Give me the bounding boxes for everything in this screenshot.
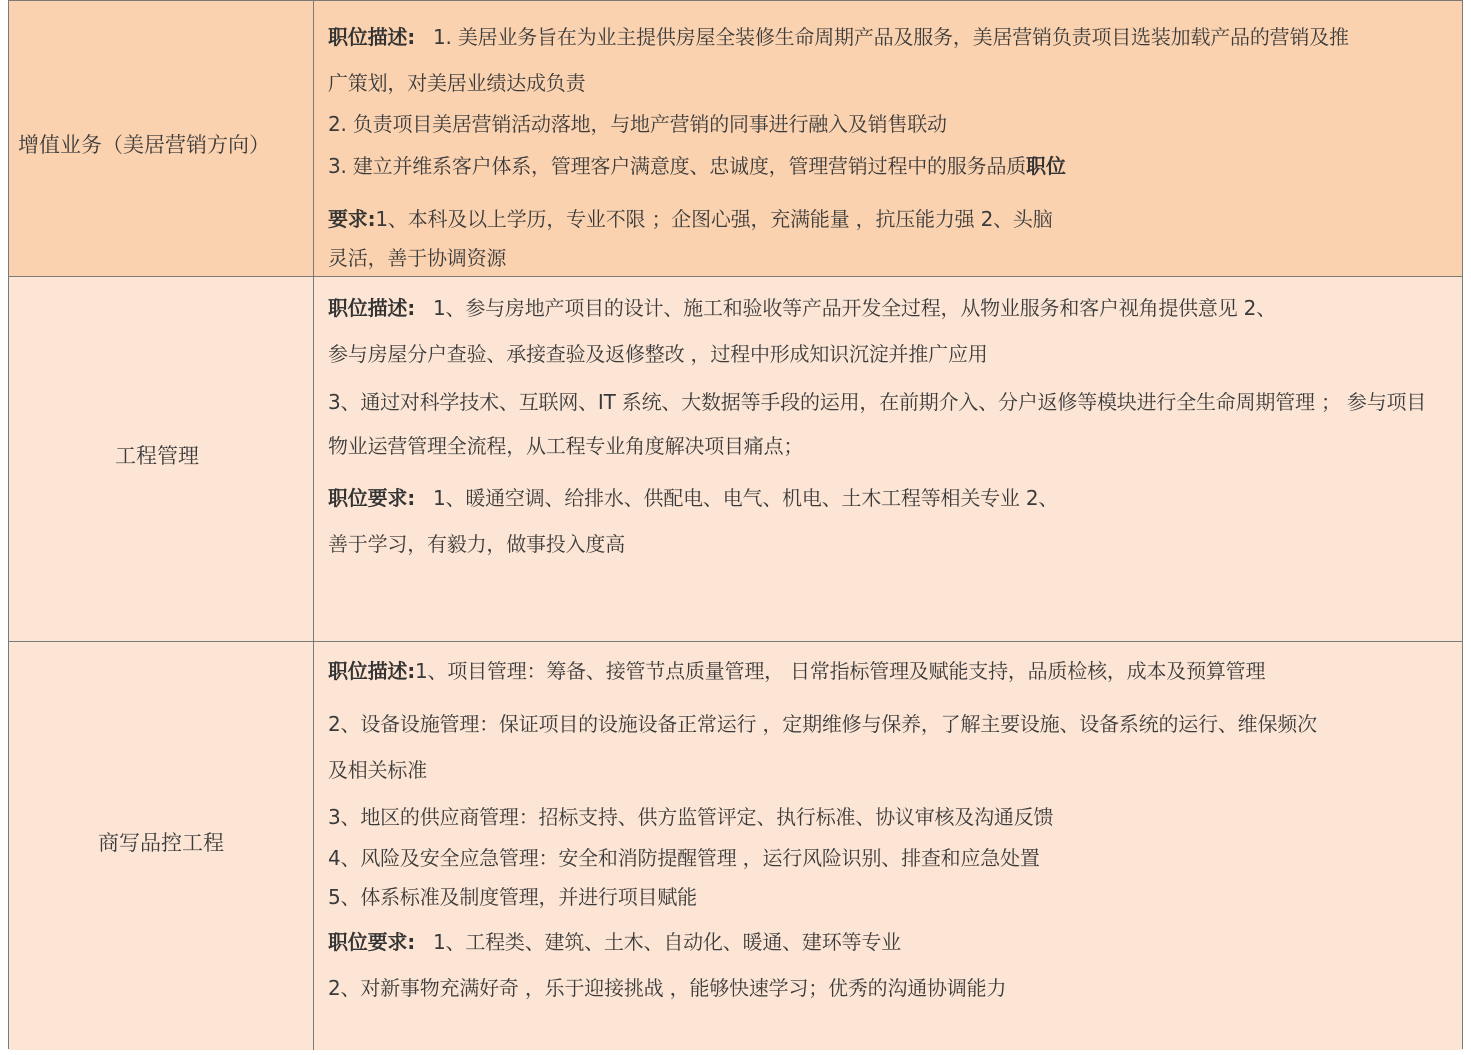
detail-line: 3、地区的供应商管理：招标支持、供方监管评定、执行标准、协议审核及沟通反馈 bbox=[328, 805, 1054, 829]
detail-line: 广策划，对美居业绩达成负责 bbox=[328, 71, 586, 95]
detail-line: 职位描述: 1. 美居业务旨在为业主提供房屋全装修生命周期产品及服务，美居营销负责项目选装加载产品的营销及推 bbox=[328, 25, 1349, 49]
section-label: 职位描述: bbox=[328, 659, 415, 683]
job-detail-cell bbox=[314, 642, 1462, 1050]
detail-line: 4、风险及安全应急管理：安全和消防提醒管理 ，运行风险识别、排查和应急处置 bbox=[328, 846, 1040, 870]
detail-line: 2、设备设施管理：保证项目的设施设备正常运行 ，定期维修与保养，了解主要设施、设备系统的运行、维保频次 bbox=[328, 712, 1317, 736]
detail-line: 职位要求: 1、工程类、建筑、土木、自动化、暖通、建环等专业 bbox=[328, 930, 901, 954]
detail-line: 职位描述: 1、参与房地产项目的设计、施工和验收等产品开发全过程，从物业服务和客户视角提供意见 2、 bbox=[328, 296, 1277, 320]
section-label: 职位要求: bbox=[328, 486, 415, 510]
detail-line: 职位要求: 1、暖通空调、给排水、供配电、电气、机电、土木工程等相关专业 2、 bbox=[328, 486, 1059, 510]
detail-line: 2. 负责项目美居营销活动落地，与地产营销的同事进行融入及销售联动 bbox=[328, 112, 947, 136]
table-row bbox=[9, 1, 1462, 276]
table-row bbox=[9, 641, 1462, 1050]
detail-line: 3. 建立并维系客户体系，管理客户满意度、忠诚度，管理营销过程中的服务品质职位 bbox=[328, 154, 1066, 178]
detail-line: 参与房屋分户查验、承接查验及返修整改 ，过程中形成知识沉淀并推广应用 bbox=[328, 342, 988, 366]
job-title: 工程管理 bbox=[115, 444, 199, 468]
section-label: 职位 bbox=[1026, 154, 1066, 178]
job-title-cell bbox=[9, 1, 314, 276]
detail-line: 及相关标准 bbox=[328, 758, 427, 782]
detail-line: 善于学习，有毅力，做事投入度高 bbox=[328, 532, 625, 556]
detail-line: 职位描述:1、项目管理：筹备、接管节点质量管理， 日常指标管理及赋能支持，品质检核，成本及预算管理 bbox=[328, 659, 1266, 683]
table-row bbox=[9, 276, 1462, 641]
detail-line: 灵活，善于协调资源 bbox=[328, 246, 507, 270]
job-title: 增值业务（美居营销方向） bbox=[18, 132, 270, 157]
job-detail-cell bbox=[314, 1, 1462, 276]
section-label: 职位描述: bbox=[328, 25, 415, 49]
detail-line: 物业运营管理全流程，从工程专业角度解决项目痛点； bbox=[328, 434, 804, 458]
job-table bbox=[8, 0, 1463, 1049]
detail-line: 要求:1、本科及以上学历，专业不限 ；企图心强，充满能量 ，抗压能力强 2、头脑 bbox=[328, 207, 1053, 231]
section-label: 要求: bbox=[328, 207, 376, 231]
section-label: 职位描述: bbox=[328, 296, 415, 320]
detail-line: 5、体系标准及制度管理，并进行项目赋能 bbox=[328, 885, 697, 909]
section-label: 职位要求: bbox=[328, 930, 415, 954]
detail-line: 3、通过对科学技术、互联网、IT 系统、大数据等手段的运用，在前期介入、分户返修等模块进行全生命周期管理 ； 参与项目 bbox=[328, 390, 1427, 414]
job-title: 商写品控工程 bbox=[98, 831, 224, 855]
job-title-cell bbox=[9, 642, 314, 1050]
detail-line: 2、对新事物充满好奇 ，乐于迎接挑战 ，能够快速学习；优秀的沟通协调能力 bbox=[328, 976, 1007, 1000]
job-title-cell bbox=[9, 277, 314, 641]
job-detail-cell bbox=[314, 277, 1462, 641]
